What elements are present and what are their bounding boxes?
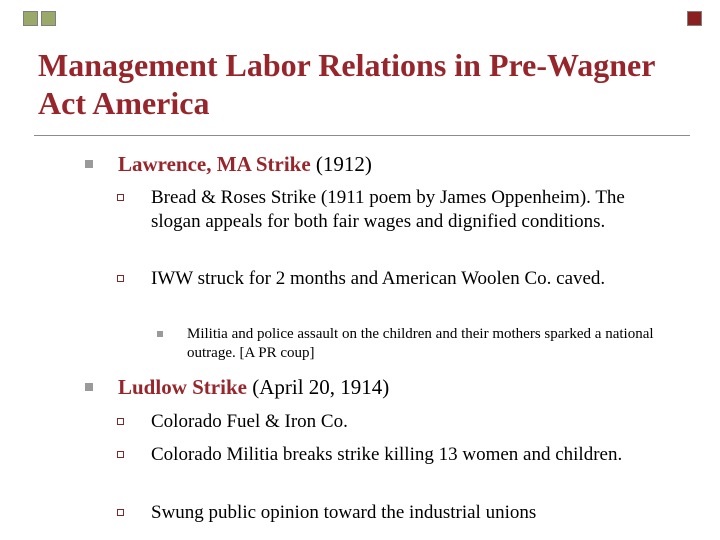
bullet-ludlow-strike (118, 374, 389, 400)
corner-square-1 (23, 11, 38, 26)
sub-bullet-text: Colorado Fuel & Iron Co. (151, 411, 348, 432)
hollow-square-bullet-icon (117, 509, 124, 516)
title-divider (34, 135, 690, 136)
sub-bullet-text: Colorado Militia breaks strike killing 13 women and children. (151, 444, 623, 465)
sub-bullet-text: Swung public opinion toward the industrial unions (151, 502, 537, 523)
square-bullet-icon (157, 331, 163, 337)
bullet-lawrence-strike (118, 151, 372, 177)
hollow-square-bullet-icon (117, 451, 124, 458)
square-bullet-icon (85, 160, 93, 168)
bullet-lead: Lawrence, MA Strike (118, 152, 311, 176)
sub-bullet-text: IWW struck for 2 months and American Woolen Co. caved. (151, 268, 606, 289)
bullet-rest: (April 20, 1914) (246, 375, 390, 399)
hollow-square-bullet-icon (117, 275, 124, 282)
sub-bullet-colorado-militia (151, 443, 671, 467)
corner-square-2 (41, 11, 56, 26)
sub-bullet-colorado-fuel (151, 410, 671, 434)
slide-title: Management Labor Relations in Pre-Wagner Act America (38, 47, 655, 121)
sub-bullet-public-opinion (151, 501, 671, 525)
sub-bullet-bread-roses (151, 186, 671, 234)
square-bullet-icon (85, 383, 93, 391)
bullet-lead: Ludlow Strike (118, 375, 247, 399)
sub-sub-bullet-text: Militia and police assault on the children and their mothers sparked a national outrage. [A PR coup] (187, 326, 654, 361)
hollow-square-bullet-icon (117, 194, 124, 201)
sub-sub-bullet-militia (187, 325, 687, 363)
corner-square-3 (687, 11, 702, 26)
bullet-rest: (1912) (310, 152, 372, 176)
sub-bullet-text: Bread & Roses Strike (1911 poem by James Oppenheim). The slogan appeals for both fair wages and dignified conditions. (151, 187, 625, 232)
sub-bullet-iww (151, 267, 671, 291)
hollow-square-bullet-icon (117, 418, 124, 425)
